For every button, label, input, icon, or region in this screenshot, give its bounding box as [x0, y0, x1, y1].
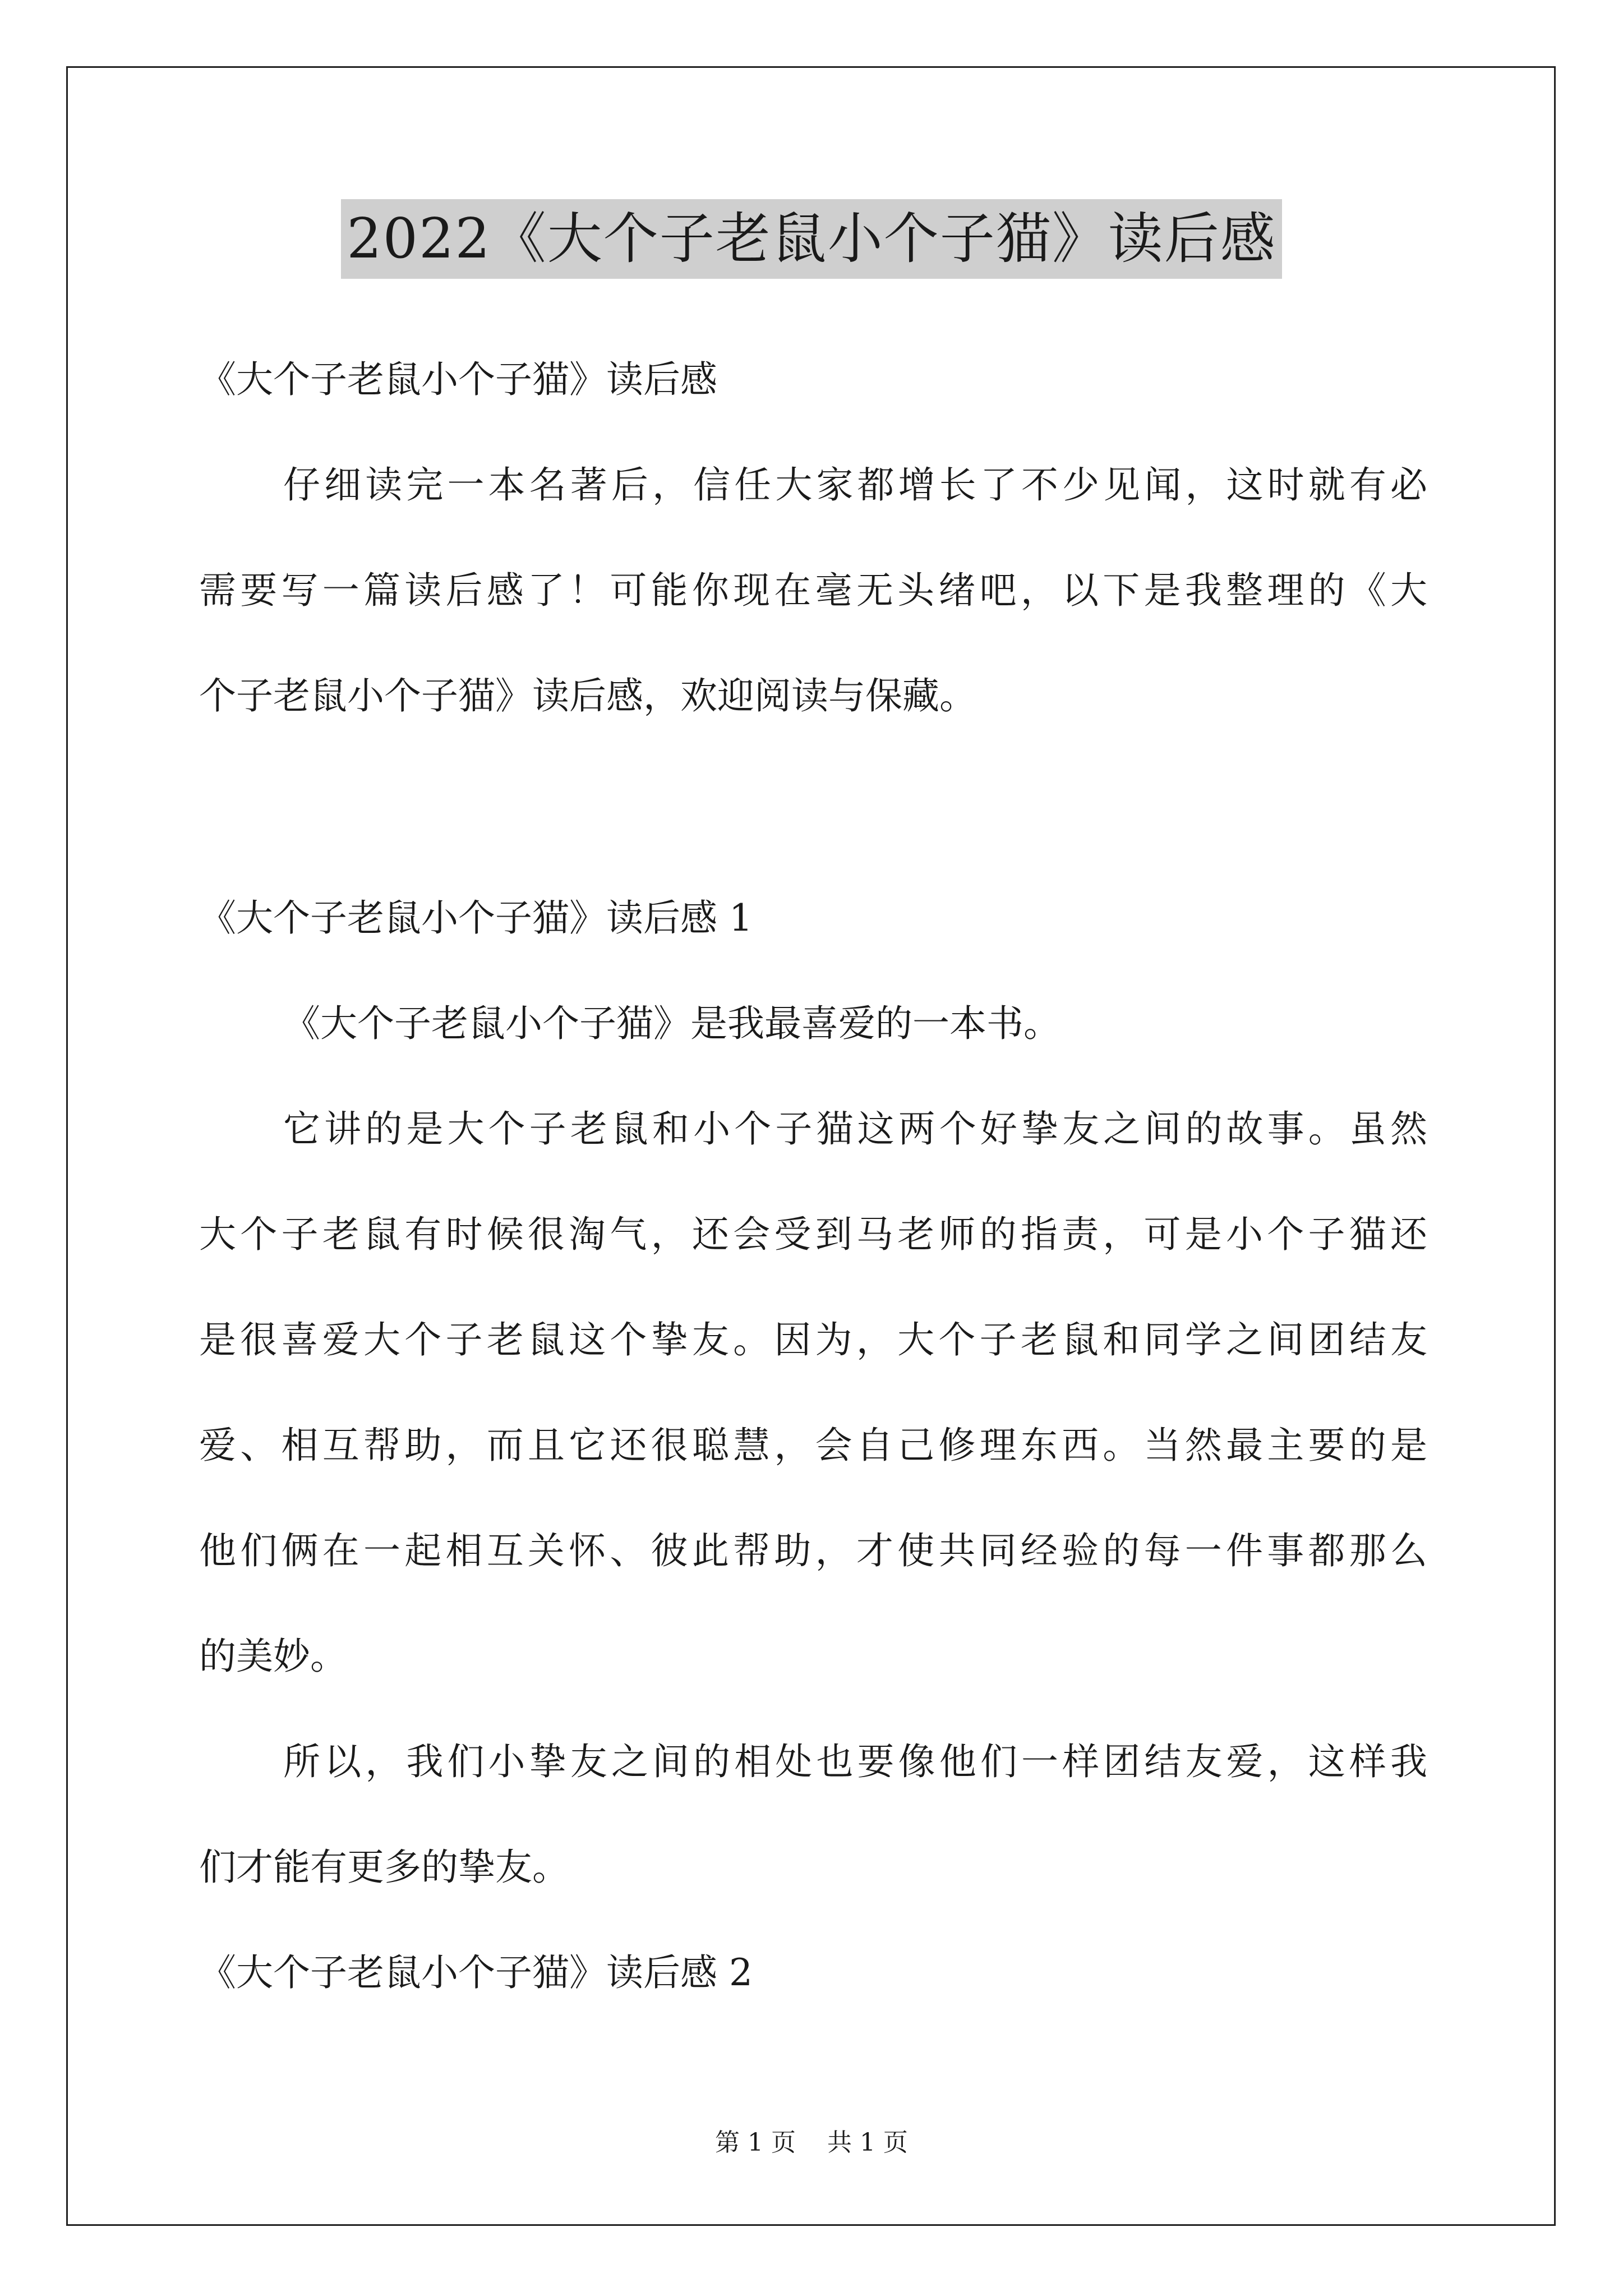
page-total: 共 1 页 [827, 2128, 908, 2157]
document-title: 2022《大个子老鼠小个子猫》读后感 [341, 199, 1281, 279]
essay1-paragraph3-line-2: 们才能有更多的挚友。 [199, 1846, 569, 1889]
essay1-paragraph2-line-3: 是很喜爱大个子老鼠这个挚友。因为，大个子老鼠和同学之间团结友 [199, 1318, 1427, 1361]
essay1-paragraph1: 《大个子老鼠小个子猫》是我最喜爱的一本书。 [283, 1002, 1061, 1045]
page-footer [0, 2126, 1623, 2160]
essay1-paragraph2-line-1: 它讲的是大个子老鼠和小个子猫这两个好挚友之间的故事。虽然 [283, 1107, 1427, 1151]
page-number: 第 1 页 [715, 2128, 796, 2157]
essay1-paragraph2-line-4: 爱、相互帮助，而且它还很聪慧，会自己修理东西。当然最主要的是 [199, 1424, 1427, 1467]
intro-paragraph-line-3: 个子老鼠小个子猫》读后感，欢迎阅读与保藏。 [199, 674, 976, 717]
section-heading-1: 《大个子老鼠小个子猫》读后感 1 [199, 896, 753, 940]
essay1-paragraph3-line-1: 所以，我们小挚友之间的相处也要像他们一样团结友爱，这样我 [283, 1740, 1427, 1783]
essay1-paragraph2-line-6: 的美妙。 [199, 1635, 347, 1678]
essay1-paragraph2-line-2: 大个子老鼠有时候很淘气，还会受到马老师的指责，可是小个子猫还 [199, 1213, 1427, 1256]
essay1-paragraph2-line-5: 他们俩在一起相互关怀、彼此帮助，才使共同经验的每一件事都那么 [199, 1529, 1427, 1572]
intro-paragraph-line-2: 需要写一篇读后感了！可能你现在毫无头绪吧，以下是我整理的《大 [199, 569, 1427, 612]
intro-heading: 《大个子老鼠小个子猫》读后感 [199, 358, 717, 401]
intro-paragraph-line-1: 仔细读完一本名著后，信任大家都增长了不少见闻，这时就有必 [283, 463, 1427, 507]
section-heading-2: 《大个子老鼠小个子猫》读后感 2 [199, 1951, 753, 1994]
title-container [0, 199, 1623, 279]
